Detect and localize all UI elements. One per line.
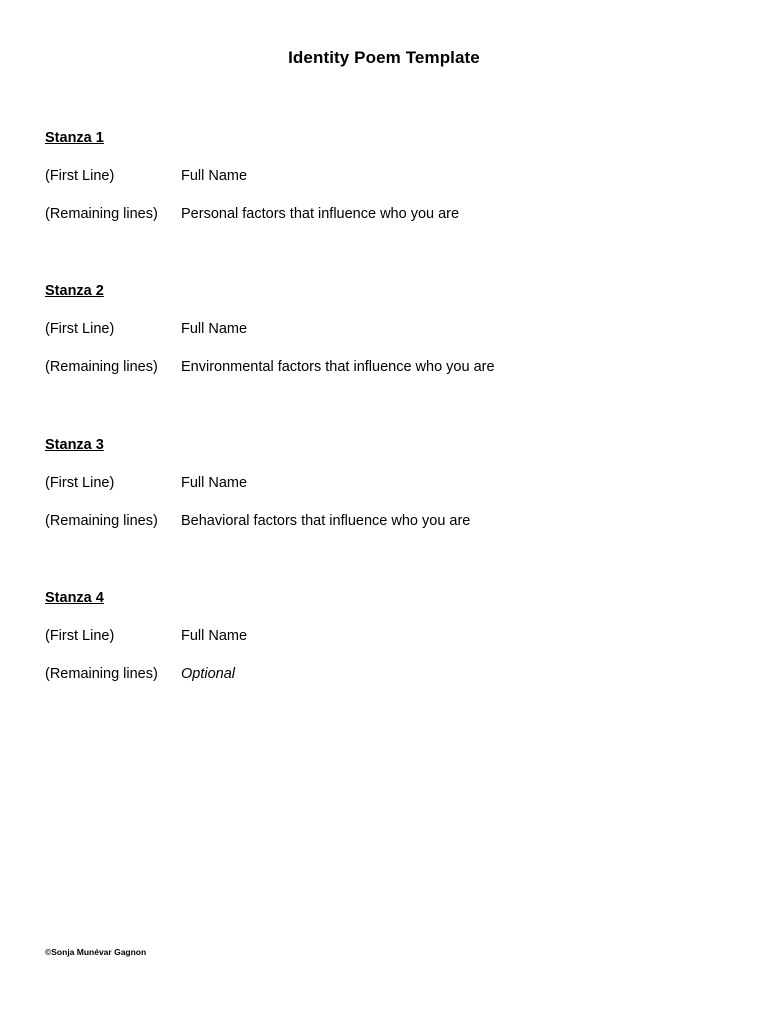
first-line-value: Full Name	[181, 628, 248, 644]
remaining-lines-label: (Remaining lines)	[45, 666, 158, 682]
first-line-label: (First Line)	[45, 168, 115, 184]
stanza-2	[45, 281, 725, 377]
remaining-lines-label: (Remaining lines)	[45, 513, 158, 529]
first-line-label: (First Line)	[45, 475, 115, 491]
stanza-3	[45, 435, 725, 531]
stanza-heading: Stanza 1	[45, 130, 104, 146]
first-line-label: (First Line)	[45, 321, 115, 337]
remaining-lines-value: Environmental factors that influence who you are	[181, 359, 495, 375]
first-line-row	[45, 319, 725, 339]
first-line-label: (First Line)	[45, 628, 115, 644]
remaining-lines-value: Optional	[181, 666, 236, 682]
remaining-lines-value: Personal factors that influence who you are	[181, 206, 460, 222]
remaining-lines-row	[45, 204, 725, 224]
remaining-lines-value: Behavioral factors that influence who you are	[181, 513, 471, 529]
remaining-lines-row	[45, 357, 725, 377]
first-line-value: Full Name	[181, 475, 248, 491]
remaining-lines-label: (Remaining lines)	[45, 206, 158, 222]
remaining-lines-row	[45, 511, 725, 531]
first-line-value: Full Name	[181, 168, 248, 184]
first-line-row	[45, 626, 725, 646]
first-line-row	[45, 166, 725, 186]
first-line-value: Full Name	[181, 321, 248, 337]
copyright-footer: ©Sonja Munévar Gagnon	[45, 947, 147, 957]
remaining-lines-label: (Remaining lines)	[45, 359, 158, 375]
stanza-heading: Stanza 3	[45, 437, 104, 453]
remaining-lines-row	[45, 664, 725, 684]
stanza-4	[45, 588, 725, 684]
document-title: Identity Poem Template	[288, 48, 480, 67]
stanza-1	[45, 128, 725, 224]
stanza-heading: Stanza 4	[45, 590, 104, 606]
stanza-heading: Stanza 2	[45, 283, 104, 299]
first-line-row	[45, 473, 725, 493]
